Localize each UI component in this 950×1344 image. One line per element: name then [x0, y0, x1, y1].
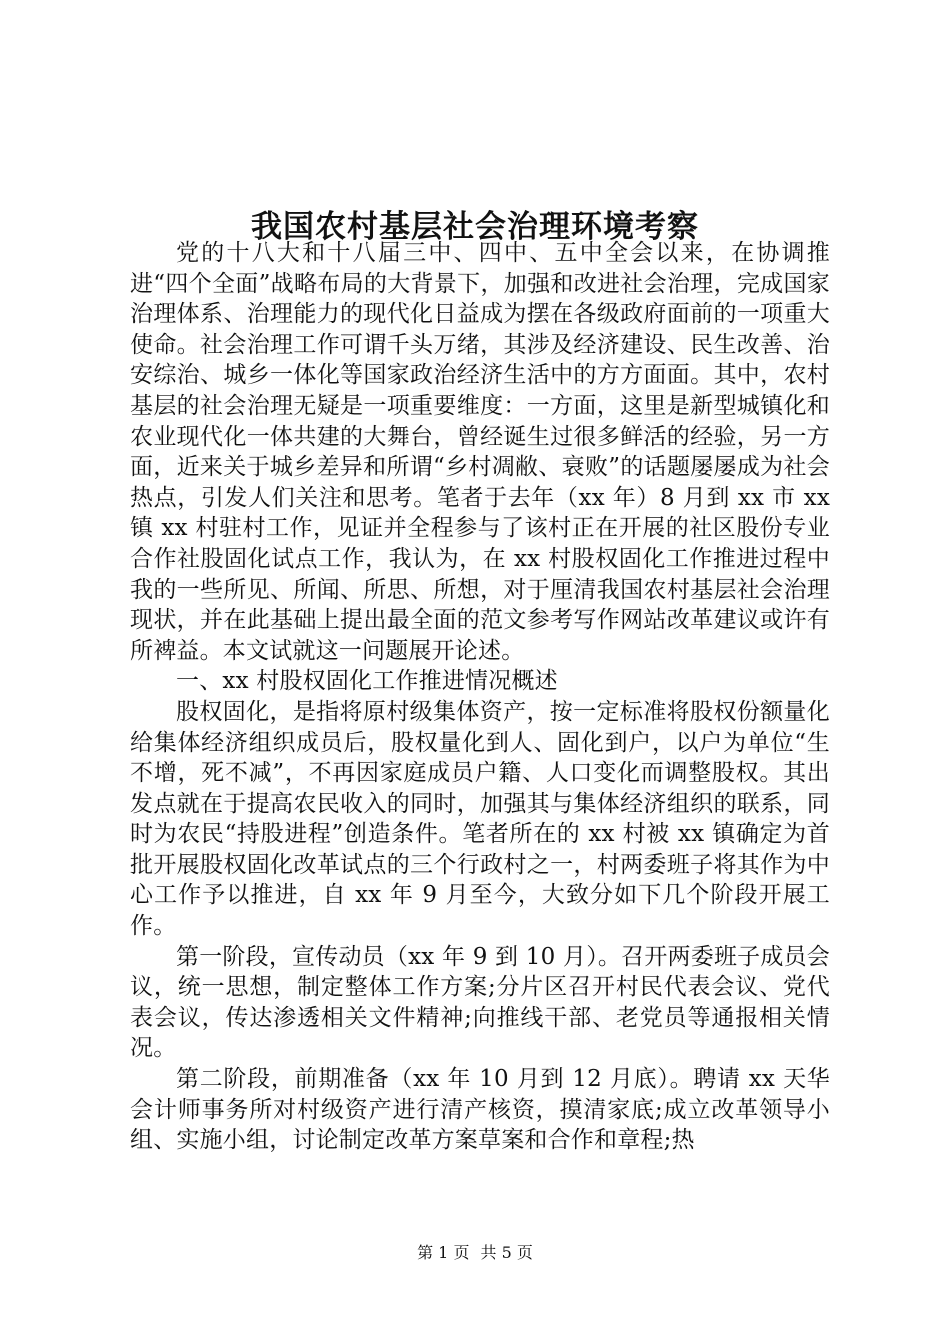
section-heading: 一、xx 村股权固化工作推进情况概述	[176, 668, 558, 695]
page-footer	[0, 1243, 950, 1263]
paragraph-definition: 股权固化，是指将原村级集体资产，按一定标准将股权份额量化给集体经济组织成员后，股权量化到人、固化到户，以户为单位“生不增，死不减”，不再因家庭成员户籍、人口变化而调整股权。其出发点就在于提高农民收入的同时，加强其与集体经济组织的联系，同时为农民“持股进程”创造条件。笔者所在的 xx 村被 xx 镇确定为首批开展股权固化改革试点的三个行政村之一，村两委班子将其作为中心工作予以推进，自 xx 年 9 月至今，大致分如下几个阶段开展工作。	[130, 698, 830, 940]
page-number: 第 1 页	[417, 1243, 470, 1262]
paragraph-intro: 党的十八大和十八届三中、四中、五中全会以来，在协调推进“四个全面”战略布局的大背景下，加强和改进社会治理，完成国家治理体系、治理能力的现代化日益成为摆在各级政府面前的一项重大使命。社会治理工作可谓千头万绪，其涉及经济建设、民生改善、治安综治、城乡一体化等国家政治经济生活中的方方面面。其中，农村基层的社会治理无疑是一项重要维度：一方面，这里是新型城镇化和农业现代化一体共建的大舞台，曾经诞生过很多鲜活的经验，另一方面，近来关于城乡差异和所谓“乡村凋敝、衰败”的话题屡屡成为社会热点，引发人们关注和思考。笔者于去年（xx 年）8 月到 xx 市 xx 镇 xx 村驻村工作，见证并全程参与了该村正在开展的社区股份专业合作社股固化试点工作，我认为，在 xx 村股权固化工作推进过程中我的一些所见、所闻、所思、所想，对于厘清我国农村基层社会治理现状，并在此基础上提出最全面的范文参考写作网站改革建议或许有所裨益。本文试就这一问题展开论述。	[130, 240, 830, 664]
paragraph-stage-two: 第二阶段，前期准备（xx 年 10 月到 12 月底）。聘请 xx 天华会计师事务所对村级资产进行清产核资，摸清家底;成立改革领导小组、实施小组，讨论制定改革方案草案和合作和章程;热	[130, 1066, 830, 1154]
document-title: 我国农村基层社会治理环境考察	[251, 208, 699, 245]
paragraph-stage-one: 第一阶段，宣传动员（xx 年 9 到 10 月）。召开两委班子成员会议，统一思想，制定整体工作方案;分片区召开村民代表会议、党代表会议，传达渗透相关文件精神;向推线干部、老党员等通报相关情况。	[130, 943, 830, 1062]
page-total: 共 5 页	[480, 1243, 533, 1262]
document-body	[130, 238, 830, 1156]
